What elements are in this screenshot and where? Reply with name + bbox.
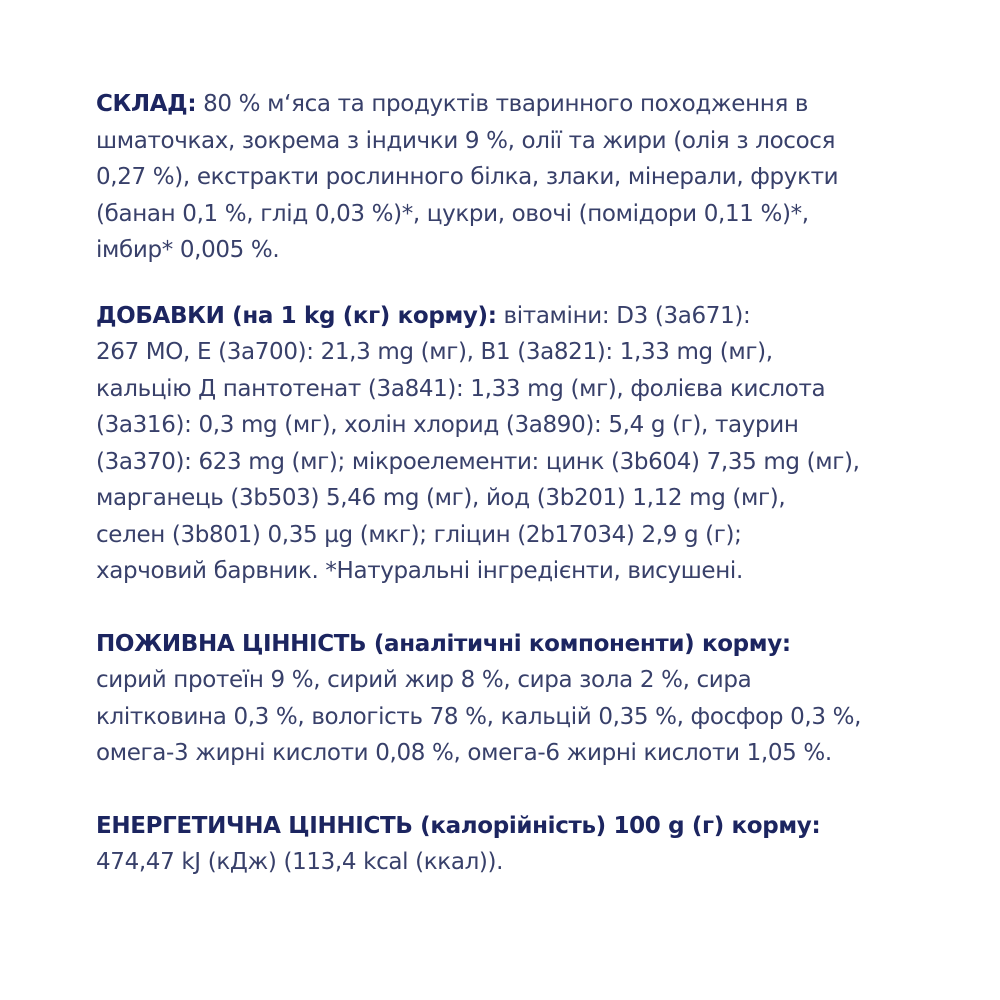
composition-line-4: (банан 0,1 %, глід 0,03 %)*, цукри, овочі (помідори 0,11 %)*, xyxy=(96,200,809,227)
additives-line-3: кальцію Д пантотенат (3a841): 1,33 mg (мг), фолієва кислота xyxy=(96,375,826,402)
product-label-text xyxy=(96,86,936,881)
additives-line-5: (3a370): 623 mg (мг); мікроелементи: цинк (3b604) 7,35 mg (мг), xyxy=(96,448,860,475)
composition-line-2: шматочках, зокрема з індички 9 %, олії та жири (олія з лосося xyxy=(96,127,836,154)
composition-section xyxy=(96,86,936,269)
energy-line-1: 474,47 kJ (кДж) (113,4 kcal (ккал)). xyxy=(96,849,504,875)
composition-line-3: 0,27 %), екстракти рослинного білка, злаки, мінерали, фрукти xyxy=(96,164,839,190)
additives-line-6: марганець (3b503) 5,46 mg (мг), йод (3b201) 1,12 mg (мг), xyxy=(96,485,786,511)
additives-line-7: селен (3b801) 0,35 µg (мкг); гліцин (2b17034) 2,9 g (г); xyxy=(96,521,742,548)
nutrition-line-3: омега-3 жирні кислоти 0,08 %, омега-6 жирні кислоти 1,05 %. xyxy=(96,740,832,766)
additives-line-1: ДОБАВКИ (на 1 kg (кг) корму): вітаміни: D3 (3a671): xyxy=(96,302,751,329)
additives-line-2: 267 МО, Е (3a700): 21,3 mg (мг), B1 (3a821): 1,33 mg (мг), xyxy=(96,339,773,365)
nutrition-section xyxy=(96,626,936,772)
composition-line-1: СКЛАД: 80 % м‘яса та продуктів тваринного походження в xyxy=(96,91,809,117)
composition-title: СКЛАД: xyxy=(96,91,197,117)
composition-line-5: імбир* 0,005 %. xyxy=(96,237,280,263)
nutrition-line-2: клітковина 0,3 %, вологість 78 %, кальцій 0,35 %, фосфор 0,3 %, xyxy=(96,703,862,730)
additives-line-8: харчовий барвник. *Натуральні інгредієнти, висушені. xyxy=(96,558,743,584)
energy-section xyxy=(96,808,936,881)
additives-title: ДОБАВКИ (на 1 kg (кг) корму): xyxy=(96,302,497,329)
nutrition-title: ПОЖИВНА ЦІННІСТЬ (аналітичні компоненти) корму: xyxy=(96,630,791,657)
energy-title: ЕНЕРГЕТИЧНА ЦІННІСТЬ (калорійність) 100 g (г) корму: xyxy=(96,812,821,839)
additives-section xyxy=(96,298,936,590)
nutrition-line-1: сирий протеїн 9 %, сирий жир 8 %, сира зола 2 %, сира xyxy=(96,667,752,693)
additives-line-4: (3a316): 0,3 mg (мг), холін хлорид (3a890): 5,4 g (г), таурин xyxy=(96,412,799,438)
